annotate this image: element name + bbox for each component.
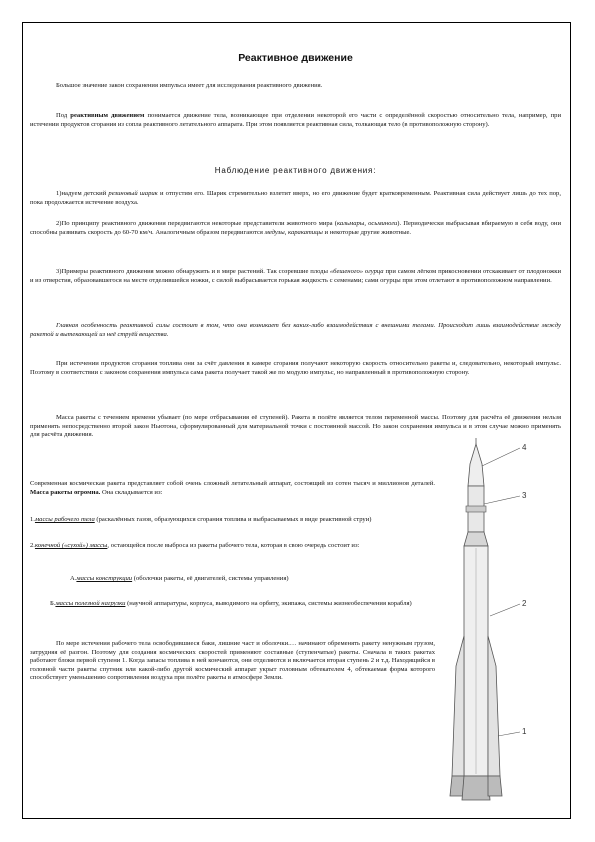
text-span: ). Периодически выбрасывая вбираемую в себя воду, они способны развивать скорость до 60-70 км/ч. Аналогичным образом передвигаются <box>30 220 561 236</box>
right-engine <box>488 776 502 796</box>
text-span: А. <box>70 575 77 582</box>
pointer-line <box>490 604 520 616</box>
underlined-span: массы полезной нагрузки <box>55 600 126 607</box>
label-1: 1 <box>522 727 527 736</box>
text-span: и некоторые другие животные. <box>322 228 412 236</box>
label-3: 3 <box>522 491 527 500</box>
underlined-span: массы рабочего тела <box>34 516 95 523</box>
text-span: Б. <box>50 600 56 607</box>
pointer-line <box>484 496 520 504</box>
label-4: 4 <box>522 443 527 452</box>
left-engine <box>450 776 464 796</box>
definition-term: реактивным движением <box>70 112 145 119</box>
stage-ring <box>466 506 486 512</box>
text-span: (научной аппаратуры, корпуса, выводимого на орбиту, экипажа, системы жизнеобеспечения корабля) <box>125 600 412 607</box>
italic-span: Главная особенность реактивной силы состоит в том, что она возникает без каких-либо взаимодействия с внешними телами. Происходит лишь взаимодействие между ракетой и вытекающей из неё струёй вещества. <box>30 322 561 338</box>
list-item-working-mass <box>30 516 435 525</box>
nose-fairing <box>468 444 484 486</box>
intro-paragraph: Большое значение закон сохранения импульса имеет для исследования реактивного движения. <box>56 82 323 89</box>
multistage-paragraph: По мере истечения рабочего тела освободившиеся баки, лишние част и оболочки.… начинают обременять ракету ненужным грузом, затрудняя её разгон. Поэтому для создания космических скоростей применяют составные (ступенчатые) ракеты. Сначала в таких ракетах работают блоки первой ступени 1. Когда запасы топлива в ней кончаются, они отделяются и включается вторая ступень 2 и т.д. Находящийся в головной части ракеты спутник или какой-либо другой космический аппарат укрыт головным обтекателем 4, обтекаемая форма которого способствует уменьшению сопротивления воздуха при полёте ракеты в атмосфере Земли. <box>30 640 435 682</box>
text-span: и отпустим его. Шарик стремительно взлетит вверх, но его движение будет кратковременным. Реактивная сила действует лишь до тех пор, пока продолжается истечение воздуха. <box>30 190 561 206</box>
underlined-span: конечной («сухой») массы <box>34 542 108 549</box>
pointer-line <box>498 732 520 736</box>
core-engine <box>462 776 490 800</box>
list-item-dry-mass <box>30 542 435 551</box>
right-booster <box>488 636 500 776</box>
definition-lead: Под <box>56 112 71 119</box>
interstage <box>464 532 488 546</box>
mass-paragraph: Масса ракеты с течением времени убывает (по мере отбрасывания её ступеней). Ракета в полёте является телом переменной массы. Поэтому для расчёта её движения нельзя применять непосредственно второй закон Ньютона, сформулированный для материальной точки с постоянной массой. Но закон сохранения импульса и в этом случае можно применять для расчёта движения. <box>30 414 561 439</box>
rocket-illustration <box>418 436 534 820</box>
page-title: Реактивное движение <box>238 52 353 64</box>
text-span: 2. <box>30 542 35 549</box>
italic-span: «бешеного» огурца <box>329 268 384 275</box>
list-item-structure-mass <box>30 575 435 584</box>
text-span: (оболочки ракеты, её двигателей, системы управления) <box>132 575 289 582</box>
text-span: Она складывается из: <box>100 488 163 496</box>
text-span: 3)Примеры реактивного движения можно обнаружить и в мире растений. Так созревшие плоды <box>56 268 330 275</box>
text-span: , остающейся после выброса из ракеты рабочего тела, которая в свою очередь состоит из: <box>107 542 360 549</box>
italic-span: медузы, каракатицы <box>264 228 323 236</box>
example-balloon <box>30 190 561 207</box>
list-item-payload-mass <box>30 600 435 609</box>
text-span: (раскалённых газов, образующихся сгорания топлива и выбрасываемых в виде реактивной струи) <box>94 516 372 523</box>
example-animals <box>30 220 561 237</box>
text-span: Современная космическая ракета представляет собой очень сложный летательный аппарат, состоящий из сотен тысяч и миллионов деталей. <box>30 480 435 487</box>
text-span: 2)По принципу реактивного движения передвигаются некоторые представители животного мира ( <box>56 220 337 227</box>
text-span: 1. <box>30 516 35 523</box>
underlined-span: массы конструкции <box>76 575 133 582</box>
definition-paragraph <box>30 112 561 129</box>
text-span: 1)надуем детский <box>56 190 109 197</box>
bold-span: Масса ракеты огромна. <box>30 488 101 496</box>
definition-text: понимается движение тела, возникающее при отделении некоторой его части с определённой скоростью относительно тела, например, при истечении продуктов сгорания из сопла реактивного летательного аппарата. При этом появляется реактивная сила, толкающая тело (в противоположную сторону). <box>30 112 561 128</box>
observation-heading: Наблюдение реактивного движения: <box>214 166 377 175</box>
italic-span: кальмары, осьминоги <box>336 220 398 227</box>
text-span: при самом лёгком прикосновении отскакивает от плодоножки и из отверстия, образовавшегося на месте отделившейся ножки, с силой выбрасывается горькая жидкость с семенами; сами огурцы при этом отлетают в противоположном направлении. <box>30 268 561 284</box>
italic-span: резиновый шарик <box>108 190 158 197</box>
label-2: 2 <box>522 599 527 608</box>
rocket-description <box>30 480 435 497</box>
momentum-paragraph: При истечении продуктов сгорания топлива они за счёт давления в камере сгорания получают некоторую скорость относительно ракеты и, следовательно, некоторый импульс. Поэтому в соответствии с законом сохранения импульса сама ракета получает такой же по модулю импульс, но направленный в противоположную сторону. <box>30 360 561 376</box>
pointer-line <box>482 448 520 466</box>
example-plants <box>30 268 561 285</box>
main-feature-paragraph <box>30 322 561 339</box>
left-booster <box>452 636 464 776</box>
